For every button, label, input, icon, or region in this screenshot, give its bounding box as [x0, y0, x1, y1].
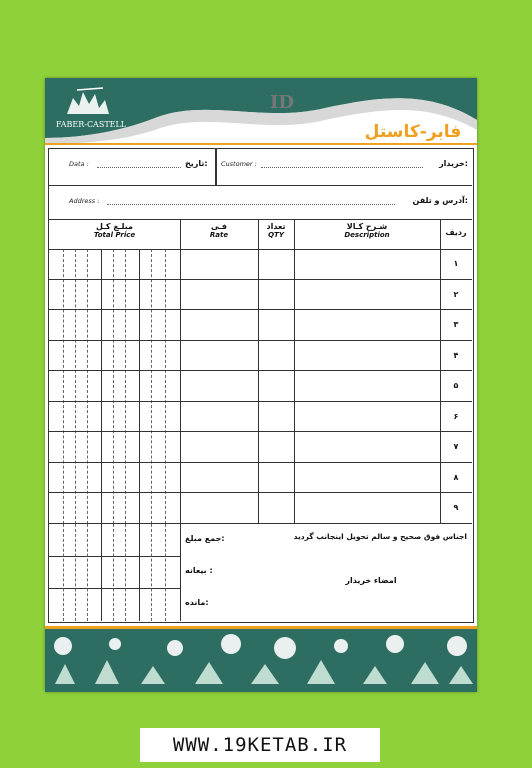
table-row[interactable] — [49, 402, 472, 433]
table-row[interactable] — [49, 432, 472, 463]
table-row[interactable] — [49, 310, 472, 341]
brand-title-fa: فابر-کاستل — [364, 122, 462, 142]
buyer-signature-label: امضاء خریدار — [345, 576, 397, 585]
row-number: ۷ — [453, 442, 459, 451]
row-number: ۵ — [453, 381, 459, 390]
header-rate-en: Rate — [209, 231, 229, 239]
date-label-en: Data : — [69, 160, 89, 168]
totals-area — [49, 524, 472, 621]
table-row[interactable] — [49, 280, 472, 311]
invoice-form — [48, 148, 474, 623]
sum-label: جمع مبلغ: — [185, 534, 225, 543]
date-label-fa: تاریخ: — [185, 159, 208, 168]
invoice-header — [45, 78, 477, 148]
header-description-fa: شـرح کـالا — [346, 222, 388, 231]
row-number: ۸ — [453, 472, 459, 482]
header-row-number: ردیف — [445, 228, 467, 237]
company-logo-icon: ID — [269, 92, 295, 113]
deposit-label: بیعانه : — [185, 566, 213, 575]
website-watermark: WWW.19KETAB.IR — [140, 728, 380, 762]
address-row — [49, 185, 472, 220]
table-header-row — [49, 219, 472, 250]
buyer-label: خریدار: — [439, 159, 468, 168]
brand-name: FABER-CASTELL — [55, 120, 127, 129]
row-number: ۱ — [453, 259, 459, 268]
header-description-en: Description — [344, 231, 390, 239]
remaining-label: مانده: — [185, 598, 209, 607]
header-description — [294, 222, 440, 239]
row-number: ۳ — [453, 320, 459, 329]
address-field[interactable] — [107, 204, 395, 205]
row-number: ۶ — [453, 411, 459, 421]
header-rate — [180, 222, 258, 239]
header-qty-fa: تعداد — [266, 222, 286, 231]
table-row[interactable] — [49, 371, 472, 402]
row-number: ۹ — [453, 503, 459, 512]
header-total-price-fa: مبلـغ کـل — [96, 222, 133, 231]
header-qty-en: QTY — [268, 231, 284, 239]
invoice-sheet — [45, 78, 477, 692]
invoice-footer — [45, 626, 477, 692]
row-number: ۴ — [453, 350, 459, 360]
header-rate-fa: فـی — [210, 222, 228, 231]
address-label-en: Address : — [69, 197, 100, 205]
table-row[interactable] — [49, 493, 472, 524]
buyer-field[interactable] — [261, 167, 423, 168]
flower-border-graphic — [45, 626, 477, 692]
receipt-note: اجناس فوق صحیح و سالم تحویل اینجانب گردید — [293, 532, 467, 541]
header-total-price-en: Total Price — [93, 231, 136, 239]
buyer-date-row — [49, 149, 472, 186]
row-number: ۲ — [453, 289, 459, 299]
customer-label: Customer : — [221, 160, 257, 168]
date-field[interactable] — [97, 167, 181, 168]
header-total-price — [49, 222, 180, 239]
header-qty — [258, 222, 294, 239]
table-row[interactable] — [49, 463, 472, 494]
address-label-fa: آدرس و تلفن: — [412, 196, 468, 205]
items-table — [49, 219, 472, 524]
table-row[interactable] — [49, 249, 472, 280]
knights-logo-icon — [59, 84, 115, 120]
table-row[interactable] — [49, 341, 472, 372]
